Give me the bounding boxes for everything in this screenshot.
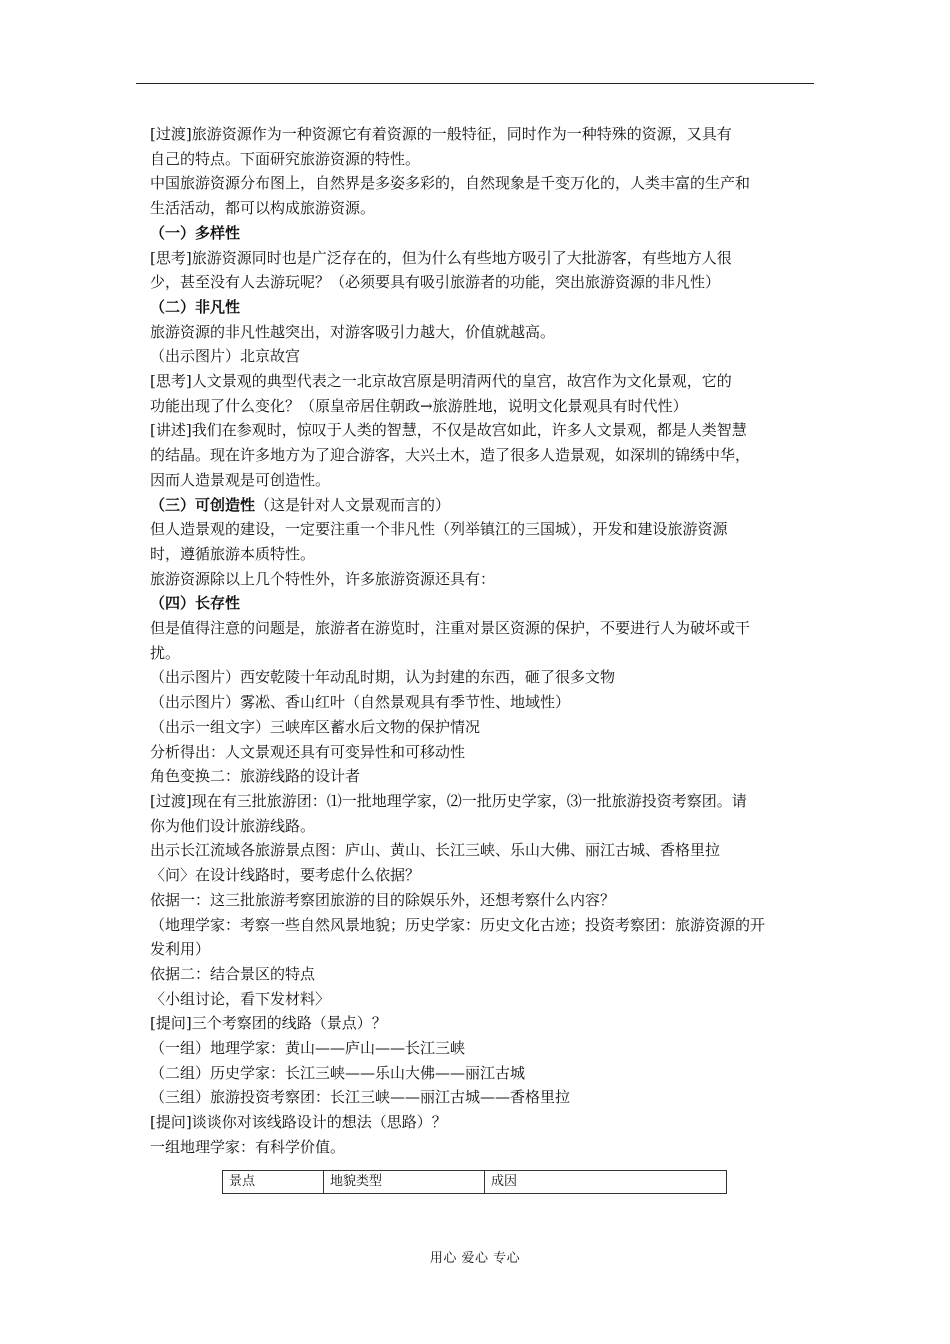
- text-line: [150, 171, 810, 196]
- line-text: 功能出现了什么变化？（原皇帝居住朝政→旅游胜地，说明文化景观具有时代性）: [150, 396, 688, 415]
- heading-text: （三）可创造性: [150, 495, 256, 514]
- line-text: 出示长江流域各旅游景点图：庐山、黄山、长江三峡、乐山大佛、丽江古城、香格里拉: [150, 841, 721, 860]
- landform-table: [222, 1170, 727, 1194]
- text-line: [150, 443, 810, 468]
- text-line: [150, 641, 810, 666]
- line-text: [讲述]我们在参观时，惊叹于人类的智慧，不仅是故宫如此，许多人文景观，都是人类智慧: [150, 421, 747, 440]
- line-text: 但是值得注意的问题是，旅游者在游览时，注重对景区资源的保护，不要进行人为破坏或干: [150, 619, 751, 638]
- text-line: [150, 863, 810, 888]
- table-header-cell: 成因: [485, 1171, 727, 1194]
- text-line: [150, 764, 810, 789]
- line-text: （地理学家：考察一些自然风景地貌；历史学家：历史文化古迹；投资考察团：旅游资源的开: [150, 915, 766, 934]
- text-line: [150, 369, 810, 394]
- text-line: [150, 740, 810, 765]
- text-line: [150, 1110, 810, 1135]
- text-line: [150, 567, 810, 592]
- line-text: 一组地理学家：有科学价值。: [150, 1137, 346, 1156]
- line-text: （出示图片）西安乾陵十年动乱时期，认为封建的东西，砸了很多文物: [150, 668, 616, 687]
- line-text: 因而人造景观是可创造性。: [150, 470, 331, 489]
- text-line: [150, 814, 810, 839]
- text-line: [150, 789, 810, 814]
- line-text: [提问]谈谈你对该线路设计的想法（思路）？: [150, 1113, 447, 1132]
- line-text: 〈小组讨论，看下发材料〉: [150, 989, 331, 1008]
- line-text: 依据一：这三批旅游考察团旅游的目的除娱乐外，还想考察什么内容？: [150, 890, 616, 909]
- text-line: [150, 122, 810, 147]
- text-line: [150, 1036, 810, 1061]
- text-line: [150, 913, 810, 938]
- text-line: [150, 1085, 810, 1110]
- section-heading: [150, 591, 810, 616]
- heading-text: （四）长存性: [150, 594, 241, 613]
- text-line: [150, 468, 810, 493]
- page-footer: 用心 爱心 专心: [429, 1251, 521, 1266]
- table-header-cell: 地貌类型: [324, 1171, 485, 1194]
- text-line: [150, 962, 810, 987]
- line-text: [过渡]现在有三批旅游团：⑴一批地理学家，⑵一批历史学家，⑶一批旅游投资考察团。请: [150, 791, 747, 810]
- line-text: 分析得出：人文景观还具有可变异性和可移动性: [150, 742, 466, 761]
- line-text: 你为他们设计旅游线路。: [150, 816, 316, 835]
- line-text: （三组）旅游投资考察团：长江三峡——丽江古城——香格里拉: [150, 1088, 571, 1107]
- text-line: [150, 1061, 810, 1086]
- text-line: [150, 270, 810, 295]
- heading-text: （一）多样性: [150, 223, 241, 242]
- header-rule: [136, 83, 814, 84]
- text-line: [150, 1135, 810, 1160]
- line-text: 的结晶。现在许多地方为了迎合游客，大兴土木，造了很多人造景观，如深圳的锦绣中华，: [150, 446, 751, 465]
- text-line: [150, 418, 810, 443]
- line-text: （出示图片）雾凇、香山红叶（自然景观具有季节性、地域性）: [150, 693, 571, 712]
- line-text: 角色变换二：旅游线路的设计者: [150, 767, 361, 786]
- text-line: [150, 838, 810, 863]
- text-line: [150, 147, 810, 172]
- line-text: 自己的特点。下面研究旅游资源的特性。: [150, 149, 421, 168]
- line-text: [过渡]旅游资源作为一种资源它有着资源的一般特征，同时作为一种特殊的资源，又具有: [150, 125, 732, 143]
- text-line: [150, 344, 810, 369]
- line-text: 时，遵循旅游本质特性。: [150, 544, 316, 563]
- line-text: （出示一组文字）三峡库区蓄水后文物的保护情况: [150, 717, 481, 736]
- line-text: 发利用）: [150, 940, 211, 959]
- text-line: [150, 987, 810, 1012]
- text-line: [150, 246, 810, 271]
- line-text: 中国旅游资源分布图上，自然界是多姿多彩的，自然现象是千变万化的，人类丰富的生产和: [150, 174, 751, 193]
- text-line: [150, 320, 810, 345]
- line-text: 扰。: [150, 643, 181, 662]
- section-heading: [150, 221, 810, 246]
- text-line: [150, 1011, 810, 1036]
- text-line: [150, 715, 810, 740]
- line-text: （二组）历史学家：长江三峡——乐山大佛——丽江古城: [150, 1063, 526, 1082]
- section-heading: [150, 493, 810, 518]
- heading-text: （二）非凡性: [150, 297, 241, 316]
- text-line: [150, 616, 810, 641]
- line-text: [思考]人文景观的典型代表之一北京故宫原是明清两代的皇宫，故宫作为文化景观，它的: [150, 372, 732, 391]
- text-line: [150, 542, 810, 567]
- line-text: [思考]旅游资源同时也是广泛存在的，但为什么有些地方吸引了大批游客，有些地方人很: [150, 248, 732, 267]
- line-text: [提问]三个考察团的线路（景点）？: [150, 1014, 387, 1033]
- line-text: 依据二：结合景区的特点: [150, 964, 316, 983]
- line-text: 〈问〉在设计线路时，要考虑什么依据？: [150, 866, 421, 885]
- document-body: [150, 122, 810, 1160]
- text-line: [150, 517, 810, 542]
- line-text: （出示图片）北京故宫: [150, 347, 301, 366]
- table-header-cell: 景点: [223, 1171, 324, 1194]
- text-line: [150, 690, 810, 715]
- line-text: 少，甚至没有人去游玩呢？（必须要具有吸引旅游者的功能，突出旅游资源的非凡性）: [150, 273, 721, 292]
- heading-note: （这是针对人文景观而言的）: [255, 495, 451, 514]
- table-header-row: [223, 1171, 727, 1194]
- text-line: [150, 665, 810, 690]
- text-line: [150, 196, 810, 221]
- text-line: [150, 394, 810, 419]
- line-text: 生活活动，都可以构成旅游资源。: [150, 199, 376, 218]
- section-heading: [150, 295, 810, 320]
- line-text: （一组）地理学家：黄山——庐山——长江三峡: [150, 1039, 466, 1058]
- line-text: 旅游资源除以上几个特性外，许多旅游资源还具有：: [150, 569, 496, 588]
- text-line: [150, 937, 810, 962]
- line-text: 旅游资源的非凡性越突出，对游客吸引力越大，价值就越高。: [150, 322, 556, 341]
- line-text: 但人造景观的建设，一定要注重一个非凡性（列举镇江的三国城），开发和建设旅游资源: [150, 520, 728, 539]
- text-line: [150, 888, 810, 913]
